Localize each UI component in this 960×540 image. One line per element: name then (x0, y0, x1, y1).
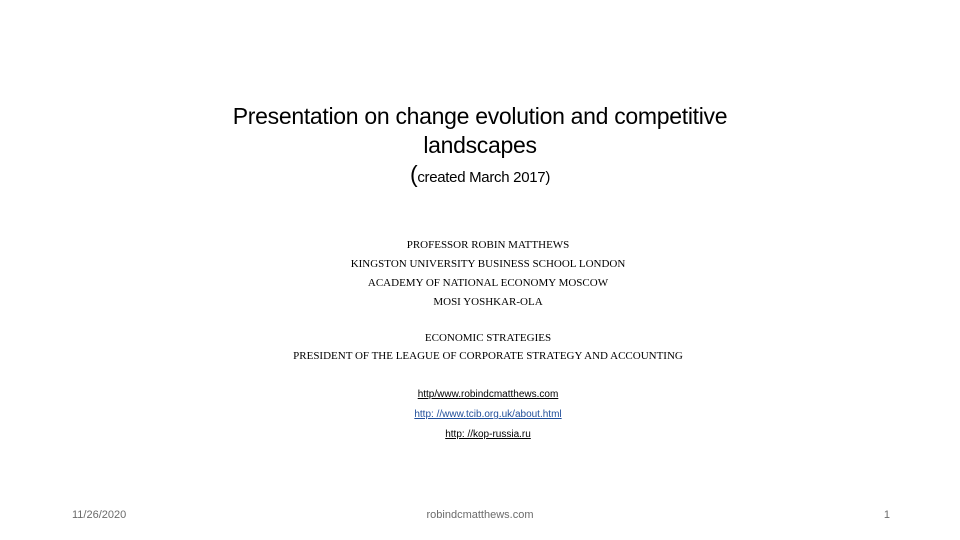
title-line-2: landscapes (423, 132, 537, 158)
footer-date: 11/26/2020 (72, 509, 127, 521)
author-affiliation-3: MOSI YOSHKAR-OLA (433, 296, 543, 308)
title-paren: ( (409, 161, 418, 187)
author-block (180, 236, 796, 312)
title-line-3 (100, 160, 860, 192)
footer-page-number: 1 (883, 509, 890, 521)
role-line-2: PRESIDENT OF THE LEAGUE OF CORPORATE STRATEGY AND ACCOUNTING (293, 350, 683, 362)
author-affiliation-2: ACADEMY OF NATIONAL ECONOMY MOSCOW (367, 277, 609, 289)
slide-title (100, 102, 860, 192)
link-tcib[interactable]: http: //www.tcib.org.uk/about.html (414, 409, 562, 420)
link-kop-russia[interactable]: http: //kop-russia.ru (445, 429, 531, 440)
role-line-1: ECONOMIC STRATEGIES (424, 332, 552, 344)
author-name: PROFESSOR ROBIN MATTHEWS (406, 239, 570, 251)
author-affiliation-1: KINGSTON UNIVERSITY BUSINESS SCHOOL LONDON (350, 258, 626, 270)
title-line-1: Presentation on change evolution and competitive (232, 103, 728, 129)
title-created-date: created March 2017) (417, 169, 551, 186)
links-block (280, 385, 696, 445)
footer-site: robindcmatthews.com (426, 509, 534, 521)
link-robindcmatthews[interactable]: http/www.robindcmatthews.com (417, 389, 559, 400)
roles-block (180, 329, 796, 365)
